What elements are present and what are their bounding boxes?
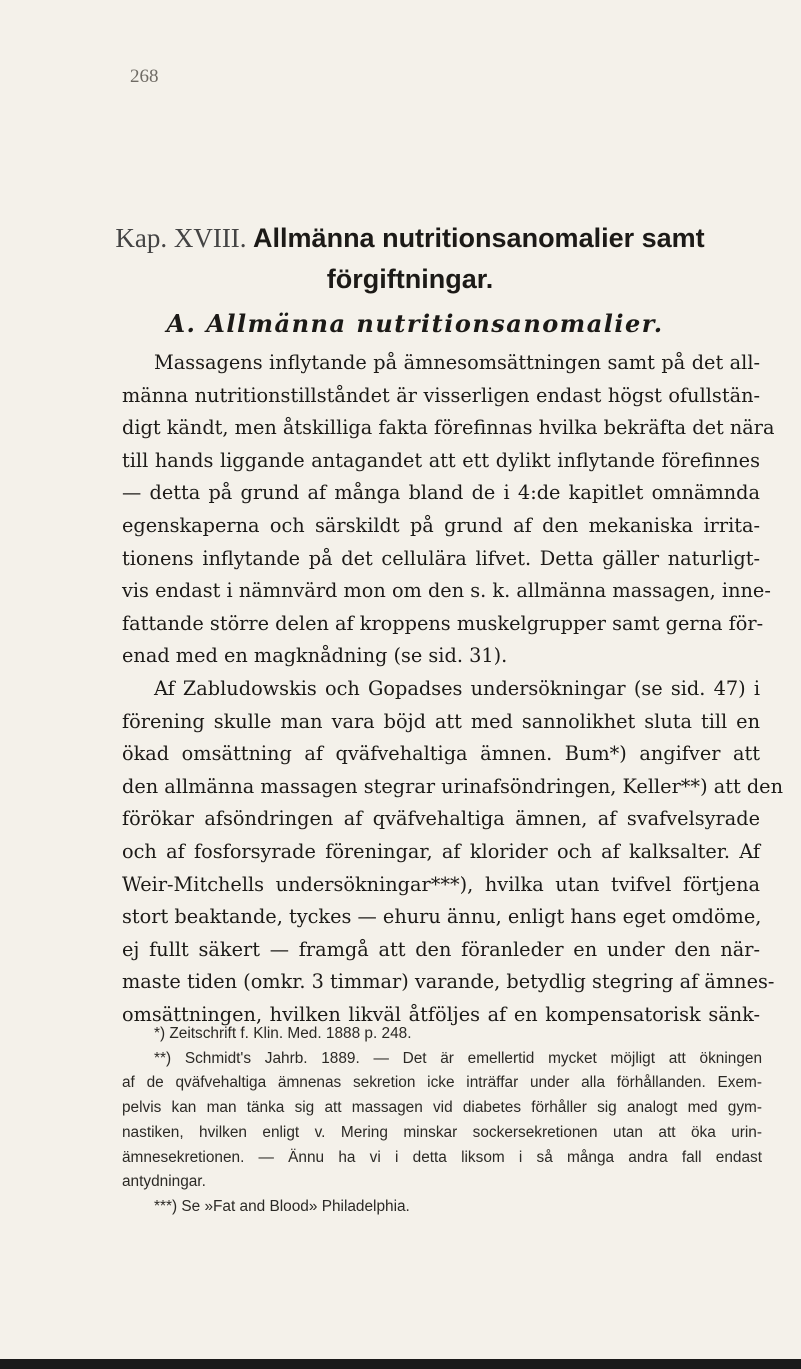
text-line: fattande större delen af kroppens muskelgrupper samt gerna för- <box>122 611 764 635</box>
text-line: Af Zabludowskis och Gopadses undersökningar (se sid. 47) i <box>154 676 760 700</box>
text-line: Massagens inflytande på ämnesomsättningen samt på det all- <box>154 351 760 374</box>
page-number: 268 <box>130 66 159 87</box>
text-line: digt kändt, men åtskilliga fakta förefinnas hvilka bekräfta det nära <box>122 416 775 440</box>
page-bottom-edge <box>0 1359 801 1369</box>
text-line: tionens inflytande på det cellulära lifvet. Detta gäller naturligt- <box>122 546 760 570</box>
text-line: stort beaktande, tyckes — ehuru ännu, enligt hans eget omdöme, <box>122 905 762 929</box>
text-line: ökad omsättning af qväfvehaltiga ämnen. Bum*) angifver att <box>122 742 760 766</box>
text-line: och af fosforsyrade föreningar, af klorider och af kalksalter. Af <box>122 839 760 863</box>
text-line: förening skulle man vara böjd att med sannolikhet sluta till en <box>122 709 760 733</box>
footnote-line: ämnesekretionen. — Ännu ha vi i detta liksom i så många andra fall endast <box>122 1148 762 1166</box>
footnote-line: **) Schmidt's Jahrb. 1889. — Det är emellertid mycket möjligt att ökningen <box>154 1049 762 1067</box>
chapter-title-line-2: förgiftningar. <box>326 264 494 294</box>
chapter-title-line-1 <box>90 218 730 259</box>
chapter-title: Allmänna nutritionsanomalier samt <box>253 223 705 253</box>
text-line: vis endast i nämnvärd mon om den s. k. allmänna massagen, inne- <box>122 579 771 603</box>
text-line: enad med en magknådning (se sid. 31). <box>122 644 508 668</box>
text-line: männa nutritionstillståndet är visserligen endast högst ofullstän- <box>122 383 760 407</box>
text-line: — detta på grund af många bland de i 4:de kapitlet omnämnda <box>122 481 760 505</box>
text-line: förökar afsöndringen af qväfvehaltiga ämnen, af svafvelsyrade <box>122 807 760 831</box>
footnote-line: nastiken, hvilken enligt v. Mering minskar sockersekretionen utan att öka urin- <box>122 1123 762 1141</box>
text-line: ej fullt säkert — framgå att den föranleder en under den när- <box>122 937 760 961</box>
footnote-line: *) Zeitschrift f. Klin. Med. 1888 p. 248. <box>154 1025 412 1042</box>
text-line: omsättningen, hvilken likväl åtföljes af en kompensatorisk sänk- <box>122 1002 760 1026</box>
body-text <box>122 347 784 1031</box>
footnotes <box>122 1022 762 1220</box>
text-line: den allmänna massagen stegrar urinafsöndringen, Keller**) att den <box>122 774 784 798</box>
footnote-line: antydningar. <box>122 1173 206 1191</box>
text-line: egenskaperna och särskildt på grund af den mekaniska irrita- <box>122 513 760 537</box>
chapter-heading <box>90 218 730 300</box>
chapter-number: Kap. XVIII. <box>115 223 247 253</box>
section-heading: A. Allmänna nutritionsanomalier. <box>166 309 664 338</box>
text-line: Weir-Mitchells undersökningar***), hvilka utan tvifvel förtjena <box>122 872 760 896</box>
footnote-line: pelvis kan man tänka sig att massagen vid diabetes förhåller sig analogt med gym- <box>122 1099 762 1117</box>
footnote-line: af de qväfvehaltiga ämnenas sekretion icke inträffar under alla förhållanden. Exem- <box>122 1074 762 1092</box>
footnote-line: ***) Se »Fat and Blood» Philadelphia. <box>154 1197 410 1215</box>
text-line: till hands liggande antagandet att ett dylikt inflytande förefinnes <box>122 448 760 472</box>
text-line: maste tiden (omkr. 3 timmar) varande, betydlig stegring af ämnes- <box>122 970 775 994</box>
